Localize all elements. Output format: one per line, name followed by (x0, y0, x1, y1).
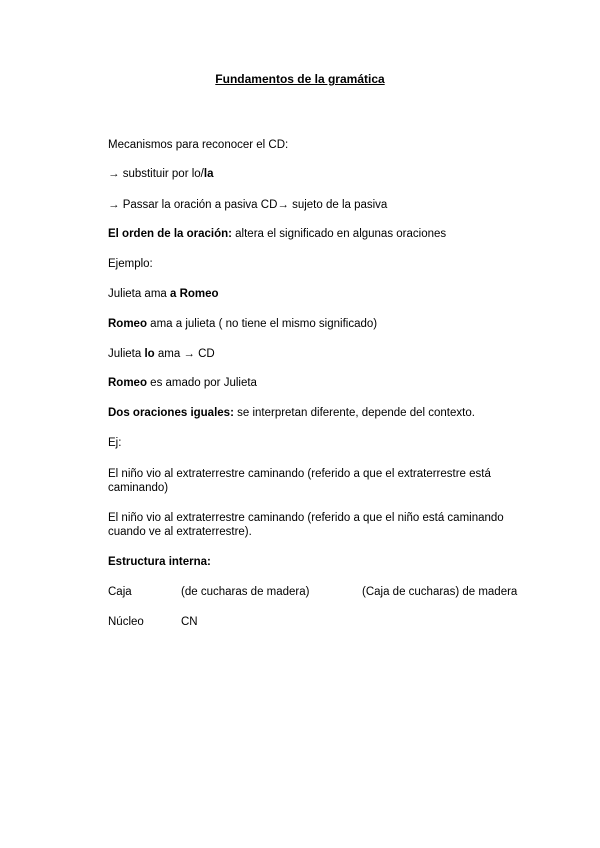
table-cell: Núcleo (108, 616, 144, 628)
bold-text: Dos oraciones iguales: (108, 407, 234, 419)
paragraph-text: altera el significado en algunas oraciones (231, 228, 447, 240)
paragraph (108, 138, 538, 152)
paragraph (108, 555, 538, 569)
paragraph-text: se interpretan diferente, depende del contexto. (233, 407, 475, 419)
paragraph-text: ama → CD (154, 348, 215, 360)
paragraph-text: es amado por Julieta (146, 377, 257, 389)
table-cell: CN (181, 616, 198, 628)
paragraph (108, 227, 538, 241)
bold-text: Romeo (108, 377, 147, 389)
paragraph-text: → substituir por lo/ (108, 168, 204, 180)
paragraph (108, 511, 530, 539)
bold-text: a Romeo (170, 288, 219, 300)
table-cell: (Caja de cucharas) de madera (362, 586, 518, 598)
paragraph (108, 347, 538, 361)
bold-text: El orden de la oración: (108, 228, 232, 240)
paragraph-text: Ejemplo: (108, 258, 153, 270)
paragraph (108, 167, 538, 181)
paragraph-text: Julieta (108, 348, 145, 360)
bold-text: lo (144, 348, 155, 360)
document-title: Fundamentos de la gramática (215, 72, 385, 86)
paragraph (108, 406, 538, 420)
paragraph-text: → Passar la oración a pasiva CD→ sujeto de la pasiva (108, 199, 388, 211)
section-heading: Estructura interna: (108, 556, 211, 568)
bold-text: Romeo (108, 318, 147, 330)
paragraph (108, 436, 538, 450)
paragraph-text: Ej: (108, 437, 122, 449)
paragraph (108, 198, 538, 212)
paragraph (108, 287, 538, 301)
paragraph (108, 376, 538, 390)
paragraph-text: Julieta ama (108, 288, 171, 300)
table-cell: (de cucharas de madera) (181, 586, 310, 598)
table-cell: Caja (108, 586, 132, 598)
bold-text: la (203, 168, 214, 180)
paragraph-text: Mecanismos para reconocer el CD: (108, 139, 289, 151)
paragraph (108, 257, 538, 271)
paragraph-text: ama a julieta ( no tiene el mismo significado) (146, 318, 378, 330)
paragraph-text: El niño vio al extraterrestre caminando (referido a que el niño está caminando cuando ve al extraterrestre). (108, 512, 504, 538)
paragraph (108, 317, 538, 331)
paragraph (108, 467, 528, 495)
paragraph-text: El niño vio al extraterrestre caminando (referido a que el extraterrestre está caminando) (108, 468, 491, 494)
